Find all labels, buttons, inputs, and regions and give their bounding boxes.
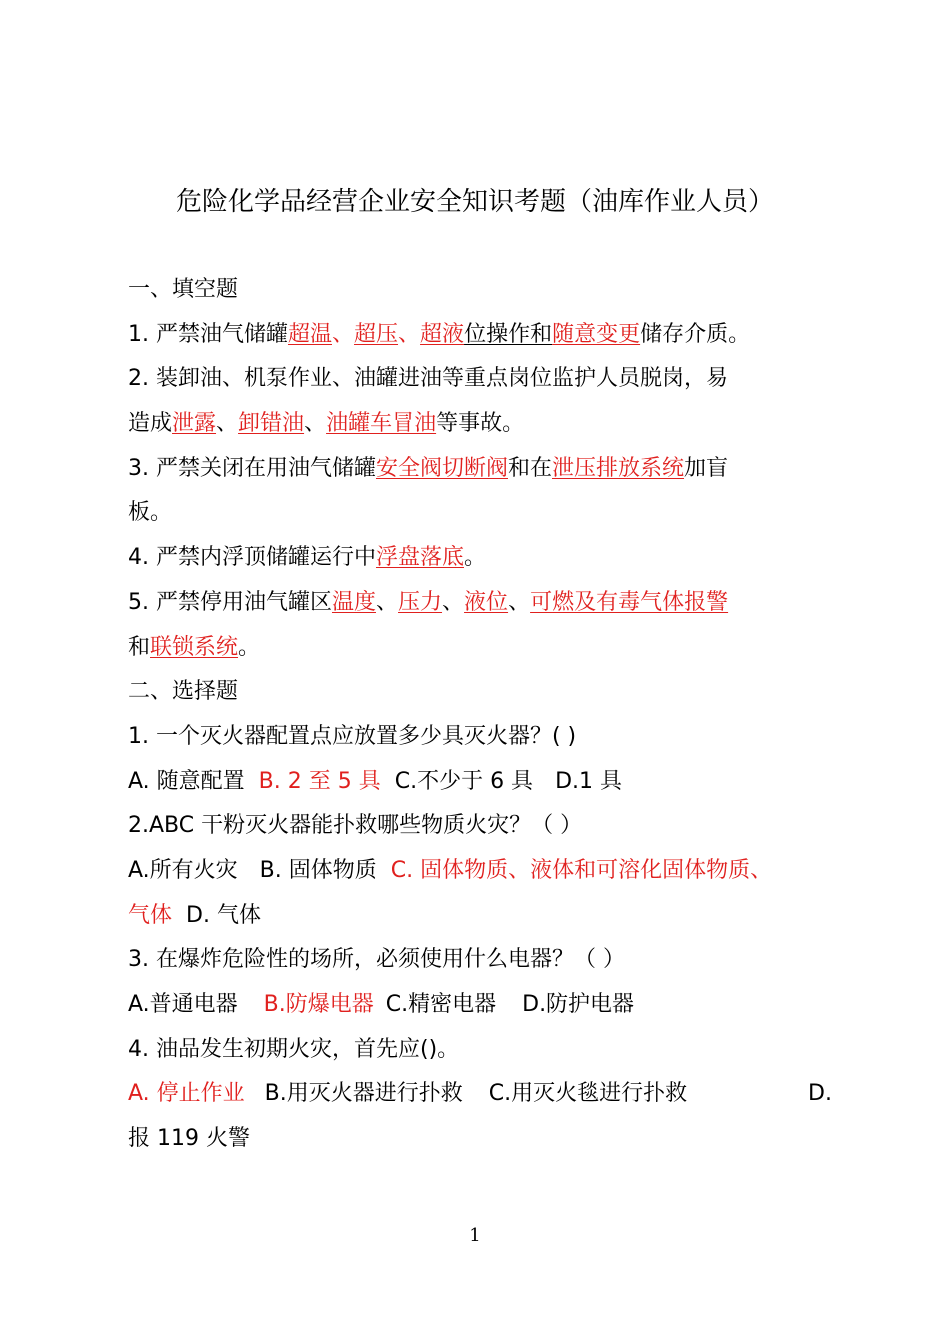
fill-question-2-line-1: 2. 装卸油、机泵作业、油罐进油等重点岗位监护人员脱岗，易 <box>128 366 728 392</box>
answer-text: 超温 <box>287 321 332 347</box>
question-text: 加盲 <box>684 455 729 481</box>
answer-text: 卸错油 <box>238 411 305 437</box>
option-d: D. <box>808 1081 832 1107</box>
question-text: 位操作和 <box>464 321 553 347</box>
question-text: 、 <box>508 589 531 615</box>
question-text: 储存介质。 <box>640 321 751 347</box>
choice-question-2-options-line-1 <box>128 849 848 894</box>
answer-text: 超压 <box>354 321 399 347</box>
question-text: 、 <box>216 411 239 437</box>
choice-question-2: 2.ABC 干粉灭火器能扑救哪些物质火灾？（ ） <box>128 813 583 839</box>
answer-text: 超液 <box>420 321 465 347</box>
option-b-correct: B.防爆电器 <box>263 992 374 1017</box>
page-number: 1 <box>469 1225 481 1246</box>
page-title: 危险化学品经营企业安全知识考题（油库作业人员） <box>175 187 774 217</box>
answer-text: 可燃及有毒气体报警 <box>530 589 729 615</box>
fill-question-5-line-2 <box>128 626 848 671</box>
answer-text: 压力 <box>398 589 443 615</box>
option-c: C.精密电器 <box>385 992 497 1017</box>
choice-question-4-options-line-2: 报 119 火警 <box>128 1126 250 1152</box>
question-text: 、 <box>442 589 465 615</box>
section-heading-choice: 二、选择题 <box>128 679 239 705</box>
answer-text: 温度 <box>331 589 376 615</box>
question-text: 和 <box>128 634 151 660</box>
option-b: B. 固体物质 <box>259 857 377 883</box>
fill-question-3-line-2: 板。 <box>128 500 173 526</box>
option-a: A. 随意配置 <box>128 768 245 794</box>
fill-question-1 <box>128 313 848 358</box>
question-text: 等事故。 <box>436 411 525 437</box>
option-c: C.不少于 6 具 <box>394 768 534 794</box>
option-d: D.防护电器 <box>522 992 635 1017</box>
answer-text: 泄压排放系统 <box>552 455 685 481</box>
option-d: D. 气体 <box>186 902 261 928</box>
answer-text: 浮盘落底 <box>375 545 464 571</box>
answer-text: 泄露 <box>172 411 217 437</box>
choice-question-4-options-line-1 <box>128 1072 848 1117</box>
fill-question-3-line-1 <box>128 447 848 492</box>
question-text: 3. 严禁关闭在用油气储罐 <box>128 455 376 481</box>
option-b: B.用灭火器进行扑救 <box>264 1081 463 1107</box>
option-c-correct-continued: 气体 <box>128 902 173 928</box>
answer-text: 液位 <box>464 589 509 615</box>
section-heading-fill: 一、填空题 <box>128 277 239 302</box>
fill-question-4 <box>128 536 848 581</box>
answer-text: 油罐车冒油 <box>326 411 437 437</box>
question-text: 5. 严禁停用油气罐区 <box>128 589 332 615</box>
document-body <box>128 268 848 1162</box>
choice-question-4: 4. 油品发生初期火灾，首先应()。 <box>128 1036 460 1062</box>
option-c: C.用灭火毯进行扑救 <box>488 1081 688 1107</box>
question-text: 、 <box>304 411 327 437</box>
question-text: 1. 严禁油气储罐 <box>128 321 288 347</box>
question-text: 。 <box>238 634 261 660</box>
option-a-correct: A. 停止作业 <box>128 1081 245 1107</box>
answer-text: 随意变更 <box>552 321 641 347</box>
fill-question-2-line-2 <box>128 402 848 447</box>
choice-question-2-options-line-2 <box>128 894 848 939</box>
option-d: D.1 具 <box>555 768 622 794</box>
choice-question-1-options <box>128 760 848 805</box>
answer-separator: 、 <box>332 321 355 347</box>
choice-question-3: 3. 在爆炸危险性的场所，必须使用什么电器？（ ） <box>128 947 625 973</box>
option-b-correct: B. 2 至 5 具 <box>258 768 381 794</box>
question-text: 、 <box>376 589 399 615</box>
question-text: 4. 严禁内浮顶储罐运行中 <box>128 545 376 571</box>
option-c-correct: C. 固体物质、液体和可溶化固体物质、 <box>390 857 773 883</box>
answer-text: 安全阀切断阀 <box>375 455 508 481</box>
question-text: 。 <box>464 545 487 571</box>
choice-question-3-options <box>128 983 848 1028</box>
question-text: 和在 <box>508 455 553 481</box>
question-text: 造成 <box>128 411 173 437</box>
fill-question-5-line-1 <box>128 581 848 626</box>
answer-separator: 、 <box>398 321 421 347</box>
option-a: A.所有火灾 <box>128 857 238 883</box>
option-a: A.普通电器 <box>128 992 238 1017</box>
answer-text: 联锁系统 <box>150 634 239 660</box>
choice-question-1: 1. 一个灭火器配置点应放置多少具灭火器？( ) <box>128 723 577 749</box>
